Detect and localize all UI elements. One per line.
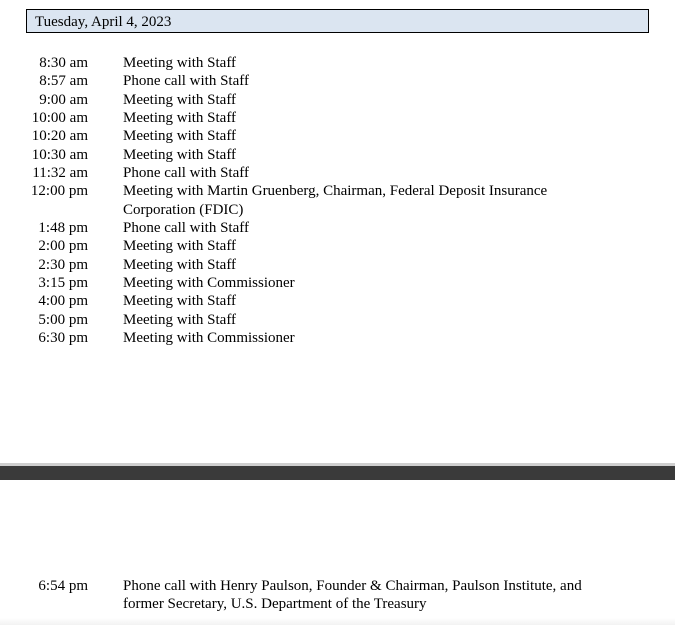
entry-description: Meeting with Staff: [123, 110, 237, 127]
entry-time: 12:00 pm: [30, 183, 88, 200]
entry-time: 1:48 pm: [38, 220, 88, 237]
schedule-entry: [0, 329, 675, 347]
date-header-text: Tuesday, April 4, 2023: [35, 14, 172, 30]
schedule-list-page-2: [0, 577, 675, 614]
entry-description: Phone call with Staff: [123, 165, 249, 182]
schedule-entry: [0, 91, 675, 109]
date-header: [26, 9, 649, 33]
entry-time: 2:30 pm: [38, 256, 88, 273]
schedule-entry: [0, 127, 675, 145]
entry-time: 8:30 am: [39, 55, 88, 71]
entry-description: Meeting with Staff: [123, 293, 237, 310]
schedule-entry: [0, 164, 675, 182]
page-bottom-edge: [0, 618, 675, 625]
page-break: [0, 466, 675, 480]
schedule-entry: [0, 182, 675, 219]
entry-time: 8:57 am: [39, 73, 88, 90]
entry-description: Meeting with Staff: [123, 146, 237, 163]
entry-time: 6:30 pm: [38, 330, 88, 347]
entry-description: Meeting with Martin Gruenberg, Chairman, Federal Deposit Insurance Corporation (FDIC): [123, 183, 548, 218]
entry-time: 6:54 pm: [38, 578, 88, 594]
schedule-entry: [0, 311, 675, 329]
entry-time: 11:32 am: [32, 165, 88, 182]
entry-time: 9:00 am: [39, 91, 88, 108]
entry-time: 4:00 pm: [38, 293, 88, 310]
schedule-entry: [0, 237, 675, 255]
entry-description: Meeting with Staff: [123, 91, 237, 108]
schedule-entry: [0, 146, 675, 164]
schedule-entry: [0, 292, 675, 310]
entry-time: 10:00 am: [31, 110, 88, 127]
entry-time: 10:30 am: [31, 146, 88, 163]
schedule-entry: [0, 577, 675, 614]
schedule-entry: [0, 72, 675, 90]
entry-description: Meeting with Staff: [123, 311, 237, 328]
entry-description: Phone call with Henry Paulson, Founder & Chairman, Paulson Institute, and former Secretary, U.S. Department of the Treasury: [123, 578, 582, 613]
entry-description: Meeting with Commissioner: [123, 330, 295, 347]
schedule-entry: [0, 219, 675, 237]
entry-description: Meeting with Staff: [123, 256, 237, 273]
entry-description: Meeting with Staff: [123, 238, 237, 255]
entry-time: 10:20 am: [31, 128, 88, 145]
entry-description: Meeting with Staff: [123, 55, 237, 71]
schedule-entry: [0, 109, 675, 127]
schedule-entry: [0, 54, 675, 72]
entry-description: Phone call with Staff: [123, 73, 249, 90]
entry-time: 5:00 pm: [38, 311, 88, 328]
schedule-list: [0, 54, 675, 348]
schedule-entry: [0, 256, 675, 274]
entry-description: Phone call with Staff: [123, 220, 249, 237]
schedule-entry: [0, 274, 675, 292]
entry-time: 3:15 pm: [38, 275, 88, 292]
entry-description: Meeting with Commissioner: [123, 275, 295, 292]
entry-time: 2:00 pm: [38, 238, 88, 255]
entry-description: Meeting with Staff: [123, 128, 237, 145]
